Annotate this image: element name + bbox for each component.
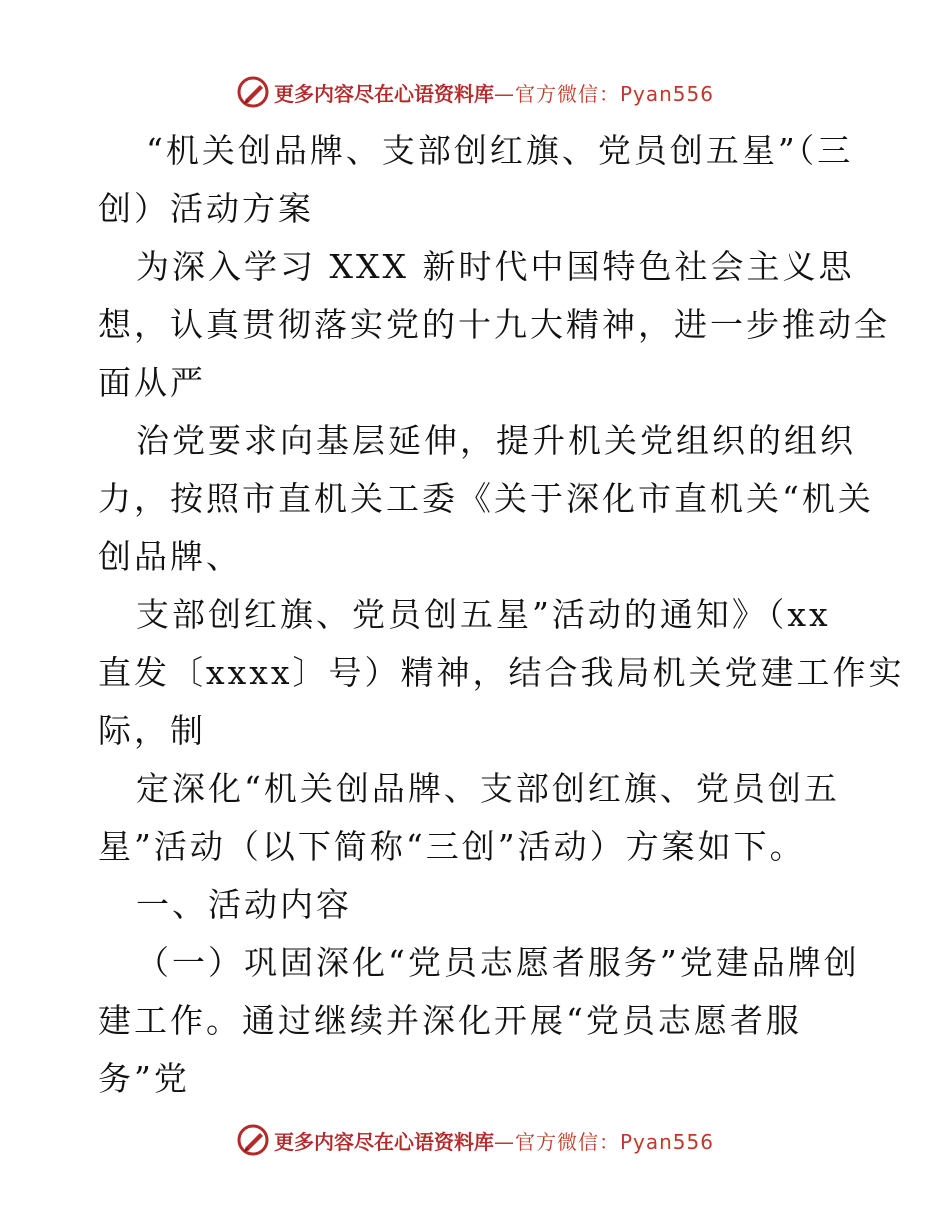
- doc-line: 支部创红旗、党员创五星”活动的通知》（xx: [136, 595, 831, 634]
- watermark-text-left: 更多内容尽在心语资料库: [273, 81, 494, 106]
- doc-line: 定深化“机关创品牌、支部创红旗、党员创五: [136, 769, 840, 808]
- watermark-text-right: —官方微信：Pyan556: [493, 1129, 714, 1154]
- doc-line: 务”党: [98, 1059, 190, 1098]
- doc-line: 力，按照市直机关工委《关于深化市直机关“机关: [98, 479, 874, 518]
- doc-line: 创品牌、: [98, 537, 242, 576]
- doc-line: 建工作。通过继续并深化开展“党员志愿者服: [98, 1001, 802, 1040]
- doc-line: 星”活动（以下简称“三创”活动）方案如下。: [98, 827, 806, 866]
- doc-line: 治党要求向基层延伸，提升机关党组织的组织: [136, 421, 856, 460]
- doc-line: 直发〔xxxx〕号）精神，结合我局机关党建工作实: [98, 653, 905, 692]
- footer-watermark: [0, 1120, 950, 1160]
- header-watermark: [0, 72, 950, 112]
- doc-title-line-2: 创）活动方案: [98, 189, 314, 228]
- doc-line: 为深入学习 XXX 新时代中国特色社会主义思: [136, 247, 855, 286]
- section-heading: 一、活动内容: [136, 885, 352, 924]
- doc-line: 面从严: [98, 363, 206, 402]
- watermark-text-left: 更多内容尽在心语资料库: [273, 1129, 494, 1154]
- document-body: [98, 122, 905, 1108]
- quill-pen-logo-icon: [236, 1123, 270, 1157]
- subsection-heading: （一）巩固深化“党员志愿者服务”党建品牌创: [136, 943, 860, 982]
- doc-line: 想，认真贯彻落实党的十九大精神，进一步推动全: [98, 305, 890, 344]
- doc-line: 际，制: [98, 711, 206, 750]
- watermark-text-right: —官方微信：Pyan556: [493, 81, 714, 106]
- quill-pen-logo-icon: [236, 75, 270, 109]
- doc-title-line-1: “机关创品牌、支部创红旗、党员创五星”（三: [146, 131, 854, 170]
